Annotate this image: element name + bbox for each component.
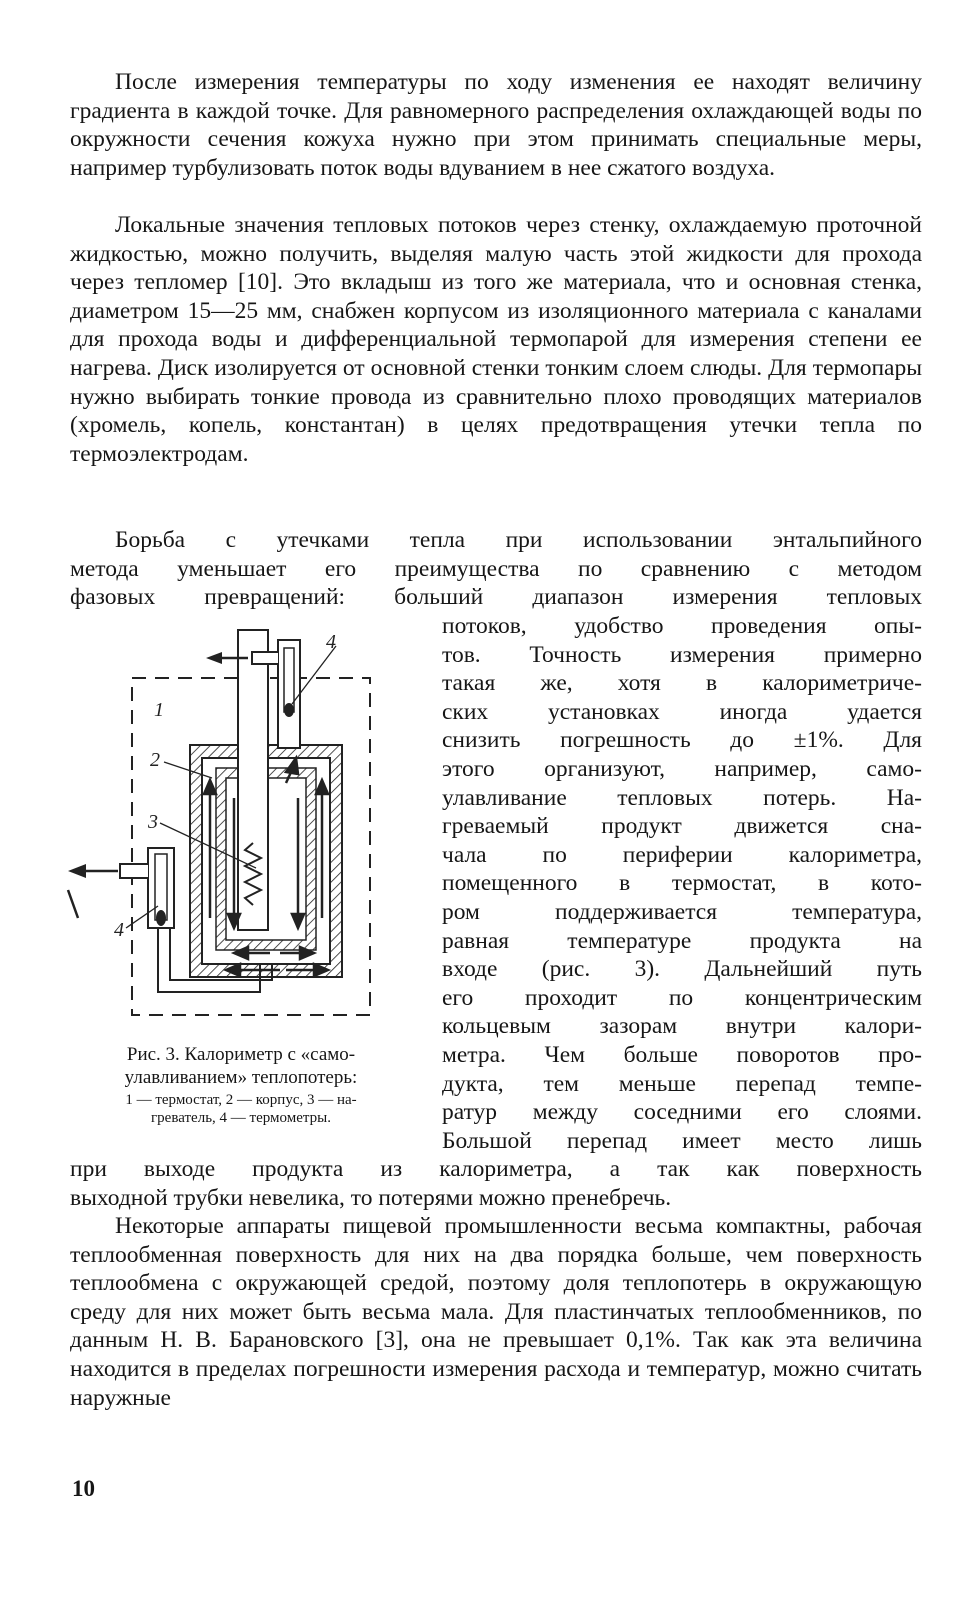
text-line: при выходе продукта из калориметра, а так как поверхность	[70, 1156, 922, 1182]
text-line: помещенного в термостат, в кото-	[442, 870, 922, 897]
caption-line: улавливанием» теплопотерь:	[124, 1067, 358, 1088]
figure-caption	[66, 1043, 416, 1127]
paragraph-3-wrapped-column	[442, 612, 922, 1155]
text-line: Борьба с утечками тепла при использовании энтальпийного	[115, 527, 922, 553]
calorimeter-diagram	[60, 618, 390, 1038]
text-line: ром поддерживается температура,	[442, 898, 922, 925]
paragraph-1: После измерения температуры по ходу изменения ее находят величину градиента в каждой точке. Для равномерного распределения охлаждающей воды по окружности сечения кожуха нужно при этом принимать специальные меры, например турбулизовать поток воды вдуванием в нее сжатого воздуха.	[70, 69, 922, 181]
text-line: метра. Чем больше поворотов про-	[442, 1041, 922, 1068]
figure-legend	[66, 1091, 416, 1127]
text-line: равная температуре продукта на	[442, 927, 922, 954]
paragraph-3-start	[70, 526, 922, 555]
text-line: ских установках иногда удается	[442, 698, 922, 725]
text-line: фазовых превращений: больший диапазон измерения тепловых	[70, 584, 922, 611]
text-line: снизить погрешность до ±1%. Для	[442, 727, 922, 754]
paragraph-2: Локальные значения тепловых потоков через стенку, охлаждаемую проточной жидкостью, можно получить, выделяя малую часть этой жидкости для прохода через тепломер [10]. Это вкладыш из того же материала, что и основная стенка, диаметром 15—25 мм, снабжен корпусом из изоляционного материала с каналами для прохода воды и дифференциальной термопарой для измерения степени ее нагрева. Диск изолируется от основной стенки тонким слоем слюды. Для термопары нужно выбирать тонкие провода из сравнительно плохо проводящих материалов (хромель, копель, константан) в целях предотвращения утечки тепла по термоэлектродам.	[70, 212, 922, 467]
label-thermometer-inlet: 4	[114, 919, 124, 941]
text-line: чала по периферии калориметра,	[442, 841, 922, 868]
calorimeter-casing	[190, 630, 342, 977]
text-line: его проходит по концентрическим	[442, 984, 922, 1011]
text-line: улавливание тепловых потерь. На-	[442, 784, 922, 811]
label-heater: 3	[148, 811, 158, 833]
label-thermostat: 1	[154, 699, 164, 721]
text-line: метода уменьшает его преимущества по сравнению с методом	[70, 555, 922, 582]
text-line: дукта, тем меньше перепад темпе-	[442, 1070, 922, 1097]
paragraph-4: Некоторые аппараты пищевой промышленности весьма компактны, рабочая теплообменная поверхность для них на два порядка больше, чем поверхность теплообмена с окружающей средой, поэтому доля теплопотерь в окружающую среду для них может быть весьма мала. Для пластинчатых теплообменников, по данным Н. В. Барановского [3], она не превышает 0,1%. Так как эта величина находится в пределах погрешности измерения расхода и температур, можно считать наружные	[70, 1213, 922, 1411]
text-line: такая же, хотя в калориметриче-	[442, 670, 922, 697]
text-line: Большой перепад имеет место лишь	[442, 1127, 922, 1154]
text-line: выходной трубки невелика, то потерями можно пренебречь.	[70, 1184, 672, 1211]
text-line: тов. Точность измерения примерно	[442, 641, 922, 668]
legend-line: греватель, 4 — термометры.	[151, 1110, 331, 1126]
page-number: 10	[72, 1476, 95, 1501]
legend-line: 1 — термостат, 2 — корпус, 3 — на-	[125, 1092, 357, 1108]
label-casing: 2	[150, 749, 160, 771]
text-line: кольцевым зазорам внутри калори-	[442, 1013, 922, 1040]
text-line: входе (рис. 3). Дальнейший путь	[442, 956, 922, 983]
text-line: ратур между соседними его слоями.	[442, 1099, 922, 1126]
text-line: греваемый продукт движется сна-	[442, 813, 922, 840]
paragraph-3-end	[70, 1155, 922, 1212]
paragraph-3-start-cont	[70, 555, 922, 612]
caption-line: Рис. 3. Калориметр с «само-	[126, 1044, 356, 1065]
text-line: этого организуют, например, само-	[442, 755, 922, 782]
text-line: потоков, удобство проведения опы-	[442, 613, 922, 639]
label-thermometer-top: 4	[326, 631, 336, 653]
